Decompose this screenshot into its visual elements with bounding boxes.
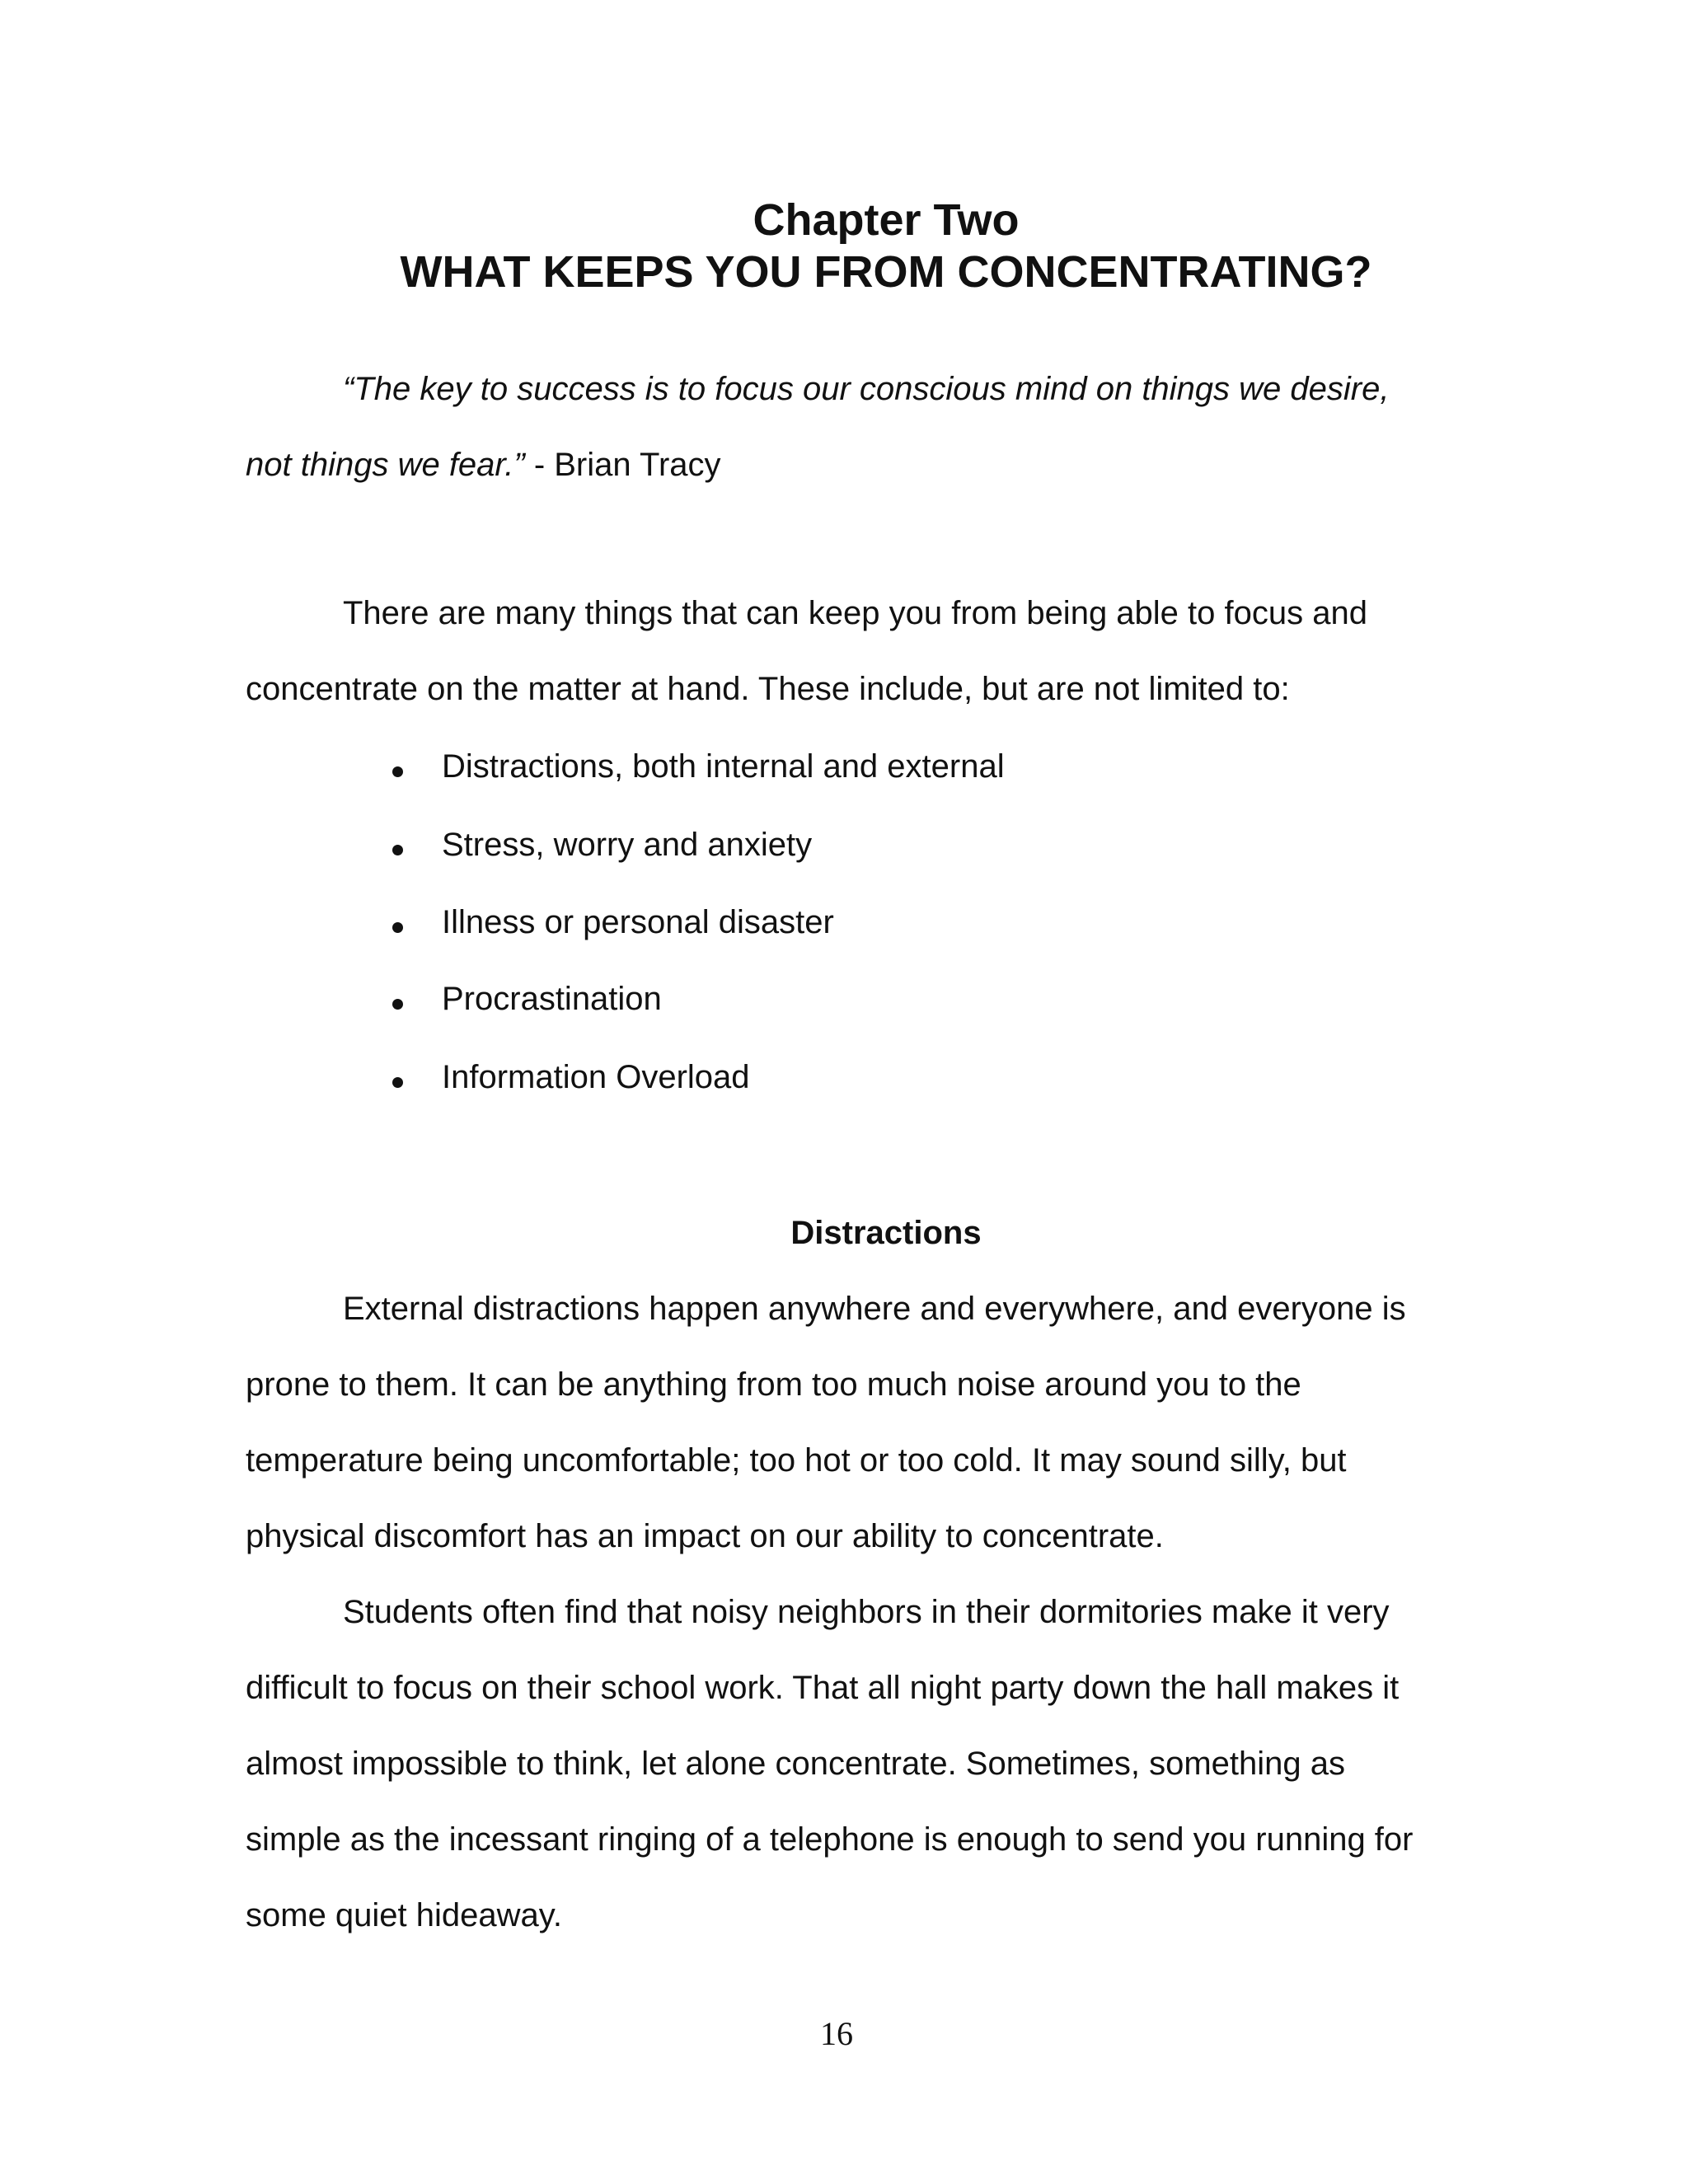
bullet-dot-icon: [392, 922, 403, 933]
epigraph-attribution: - Brian Tracy: [524, 447, 721, 483]
paragraph-line: prone to them. It can be anything from too much noise around you to the: [246, 1366, 1301, 1403]
paragraph-line: physical discomfort has an impact on our ability to concentrate.: [246, 1518, 1164, 1554]
epigraph-quote-line1: “The key to success is to focus our conscious mind on things we desire,: [343, 371, 1390, 407]
paragraph-line: temperature being uncomfortable; too hot or too cold. It may sound silly, but: [246, 1442, 1347, 1479]
chapter-title: WHAT KEEPS YOU FROM CONCENTRATING?: [400, 247, 1372, 297]
bullet-dot-icon: [392, 999, 403, 1010]
bullet-dot-icon: [392, 766, 403, 777]
paragraph-line: Students often find that noisy neighbors in their dormitories make it very: [343, 1594, 1390, 1630]
chapter-label: Chapter Two: [753, 195, 1020, 245]
bullet-dot-icon: [392, 1077, 403, 1088]
list-item: Illness or personal disaster: [442, 904, 834, 940]
paragraph-line: difficult to focus on their school work. That all night party down the hall makes it: [246, 1670, 1400, 1706]
section-heading: Distractions: [790, 1215, 982, 1251]
paragraph-line: some quiet hideaway.: [246, 1897, 562, 1933]
list-item: Information Overload: [442, 1059, 750, 1095]
list-item: Distractions, both internal and external: [442, 748, 1005, 785]
paragraph-line: simple as the incessant ringing of a telephone is enough to send you running for: [246, 1821, 1414, 1858]
list-item: Stress, worry and anxiety: [442, 827, 813, 863]
intro-line: There are many things that can keep you from being able to focus and: [343, 595, 1367, 631]
list-item: Procrastination: [442, 981, 662, 1017]
page-number: 16: [820, 2015, 853, 2052]
bullet-dot-icon: [392, 845, 403, 855]
paragraph-line: External distractions happen anywhere and everywhere, and everyone is: [343, 1291, 1406, 1327]
intro-line: concentrate on the matter at hand. These include, but are not limited to:: [246, 671, 1290, 707]
epigraph-quote-line2: not things we fear.”: [246, 447, 525, 483]
epigraph-line2: [246, 445, 721, 485]
paragraph-line: almost impossible to think, let alone concentrate. Sometimes, something as: [246, 1746, 1345, 1782]
